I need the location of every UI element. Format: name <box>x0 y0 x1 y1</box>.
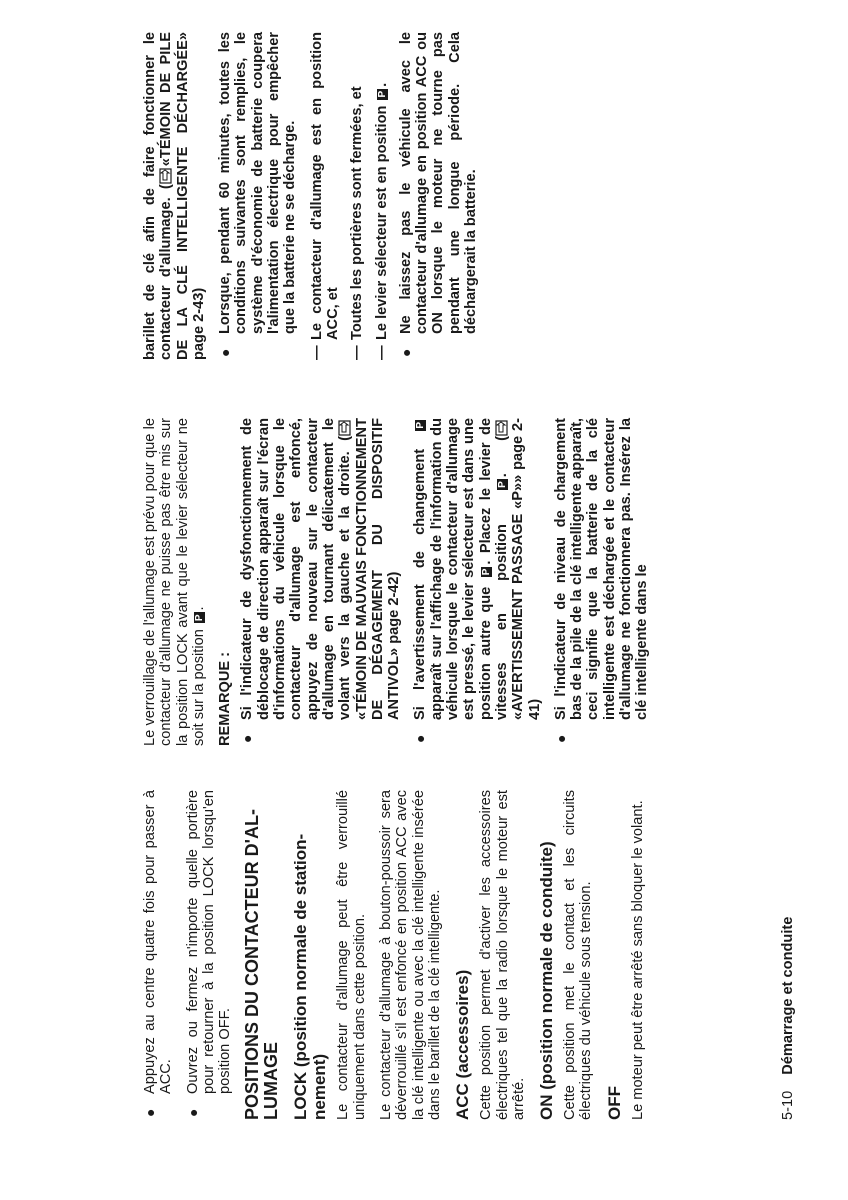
dash-item: — Toutes les portières sont fermées, et <box>349 86 366 360</box>
p-position-box: P <box>376 90 388 98</box>
subheading-lock: LOCK (position normale de station-nement) <box>291 833 330 1120</box>
p-position-box: P <box>480 568 492 576</box>
paragraph-acc: Cette position permet d'activer les accessoires électriques tel que la radio lorsque le moteur est arrêté. <box>478 790 527 1120</box>
subheading-on: ON (position normale de conduite) <box>537 841 557 1120</box>
page-number: 5-10 <box>780 1090 796 1120</box>
bullet-dot: ● <box>552 734 569 743</box>
note-item: ● Ne laissez pas le véhicule avec le contacteur d'allumage en position ACC ou ON lorsque le moteur ne tourne pas pendant une longue période. Cela déchargerait la batterie. <box>397 32 480 357</box>
dash-item: — Le levier sélecteur est en position P. <box>373 82 390 360</box>
p-position-box: P <box>496 481 508 488</box>
bullet-dot: ● <box>239 734 256 743</box>
reference-arrow-icon <box>338 420 351 436</box>
bullet-dot: ● <box>397 348 414 357</box>
bullet-item <box>185 790 234 1120</box>
reference-arrow-icon <box>495 420 508 436</box>
section-heading-positions: POSITIONS DU CONTACTEUR D'AL-LUMAGE <box>242 809 282 1120</box>
paragraph-ignition-lock: Le verrouillage de l'allumage est prévu pour que le contacteur d'allumage ne puisse pas être mis sur la position LOCK avant que le levier sélecteur ne soit sur la position P. <box>142 418 207 746</box>
dash-item: — Le contacteur d'allumage est en position ACC, et <box>308 32 341 360</box>
page-footer <box>780 917 796 1120</box>
remarque-label: REMARQUE : <box>217 651 234 746</box>
paragraph-on: Cette position met le contact et les circuits électriques du véhicule sous tension. <box>562 790 595 1120</box>
dash-mark: — <box>308 345 325 360</box>
p-position-box: P <box>415 422 427 429</box>
reference-arrow-icon <box>159 168 172 184</box>
bullet-dot: ● <box>412 734 429 743</box>
bullet-dot: ● <box>184 1108 201 1117</box>
note-continuation: barillet de clé afin de faire fonctionner le contacteur d'allumage. («TÉMOIN DE PILE DE LA CLÉ INTELLIGENTE DÉCHARGÉE» page 2-43) <box>142 32 207 360</box>
p-position-box: P <box>193 614 205 622</box>
paragraph-off: Le moteur peut être arrêté sans bloquer le volant. <box>629 800 646 1120</box>
bullet-dot: ● <box>142 1108 158 1117</box>
note-item: ● Si l'avertissement de changement P apparaît sur l'affichage de l'information du véhicule lorsque le contacteur d'allumage est pressé, le levier sélecteur est dans une position autre que P. Placez le levier de vitesses en position P. («AVERTISSEMENT PASSAGE «P»» page 2-41) <box>412 418 543 743</box>
column-2 <box>142 418 661 746</box>
dash-mark: — <box>349 345 366 360</box>
dash-mark: — <box>373 345 390 360</box>
bullet-dot: ● <box>217 348 234 357</box>
paragraph-lock-2: Le contacteur d'allumage à bouton-poussoir sera déverrouillé s'il est enfoncé en position ACC avec la clé intelligente ou avec la clé intelligente insérée dans le barillet de la clé intelligente. <box>378 790 443 1120</box>
column-3 <box>142 32 489 360</box>
bullet-text: Ouvrez ou fermez n'importe quelle portière pour retourner à la position LOCK lorsqu'en position OFF. <box>184 790 234 1094</box>
bullet-text: Appuyez au centre quatre fois pour passer à ACC. <box>142 790 175 1094</box>
section-title: Démarrage et conduite <box>780 916 796 1075</box>
note-item: ● Si l'indicateur de niveau de chargement bas de la pile de la clé intelligente apparaît, ceci signifie que la batterie de la clé intelligente est déchargée et le contacteur d'allumage ne fonctionnera pas. Insérez la clé intelligente dans le <box>552 418 651 743</box>
subheading-off: OFF <box>604 1086 624 1120</box>
bullet-item <box>142 790 175 1120</box>
note-item: ● Si l'indicateur de dysfonctionnement de déblocage de direction apparaît sur l'écran d'informations du véhicule lorsque le contacteur d'allumage est enfoncé, appuyez de nouveau sur le contacteur d'allumage en tournant délicatement le volant vers la gauche et la droite. («TÉMOIN DE MAUVAIS FONCTIONNEMENT DE DÉGAGEMENT DU DISPOSITIF ANTIVOL» page 2-42) <box>239 418 403 743</box>
column-1 <box>142 790 656 1120</box>
subheading-acc: ACC (accessoires) <box>453 969 473 1120</box>
paragraph-lock-1: Le contacteur d'allumage peut être verrouillé uniquement dans cette position. <box>335 790 368 1120</box>
note-item: ● Lorsque, pendant 60 minutes, toutes les conditions suivantes sont remplies, le système d'économie de batterie coupera l'alimentation électrique pour empêcher que la batterie ne se décharge. <box>217 32 299 357</box>
